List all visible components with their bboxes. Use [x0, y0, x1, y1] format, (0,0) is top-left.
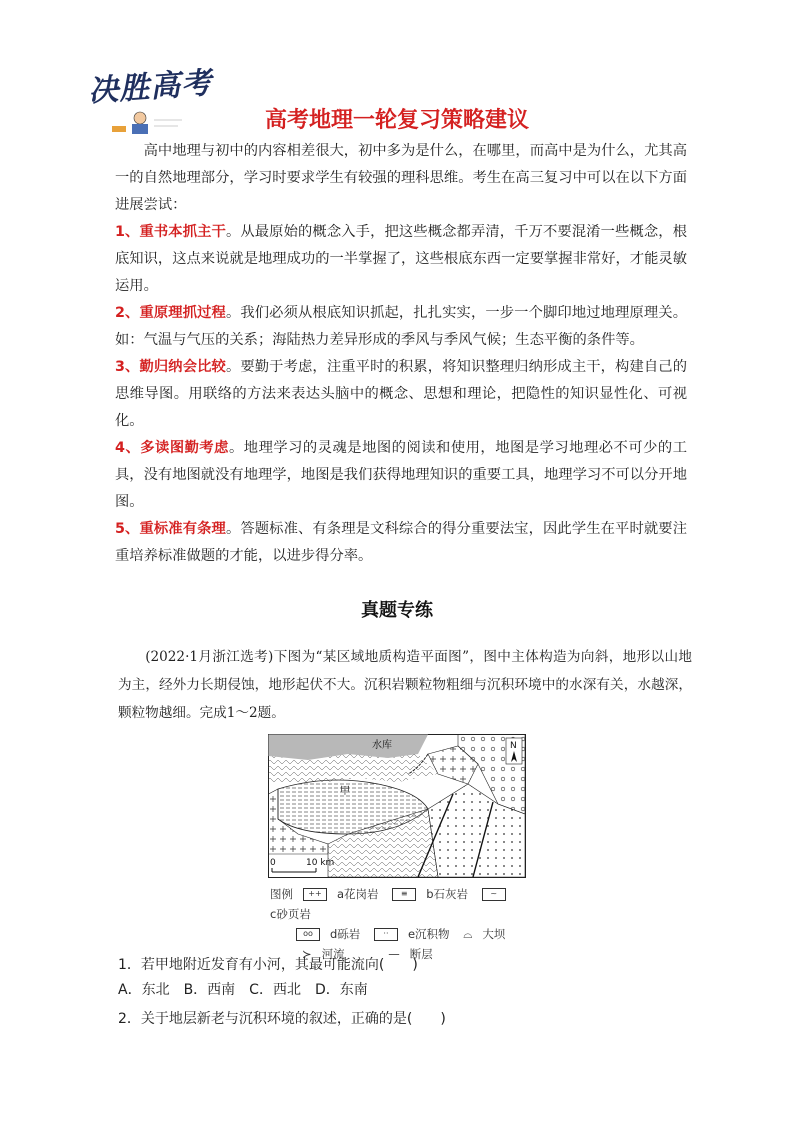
legend-d: d砾岩 — [330, 927, 361, 941]
legend-river: 河流 — [321, 947, 345, 961]
point-4-head: 4、多读图勤考虑 — [115, 440, 229, 456]
scale-10: 10 km — [306, 858, 335, 868]
question-1-options: A．东北 B．西南 C．西北 D．东南 — [118, 982, 368, 998]
geologic-map — [268, 734, 526, 878]
question-2: 2．关于地层新老与沉积环境的叙述，正确的是( ) — [118, 1011, 446, 1027]
north-label: N — [510, 741, 517, 751]
point-5 — [115, 516, 687, 570]
limestone-swatch-icon: ≡ — [392, 888, 416, 901]
reservoir-label: 水库 — [372, 740, 392, 751]
legend-a: a花岗岩 — [337, 887, 379, 901]
point-1 — [115, 219, 687, 300]
page-title: 高考地理一轮复习策略建议 — [264, 108, 529, 133]
section-title: 真题专练 — [361, 600, 433, 621]
question-intro: (2022·1月浙江选考)下图为“某区域地质构造平面图”，图中主体构造为向斜，地形以山地为主，经外力长期侵蚀，地形起伏不大。沉积岩颗粒物粗细与沉积环境中的水深有关，水越深，颗粒物越细。完成1～2题。 — [118, 649, 692, 721]
point-3-head: 3、勤归纳会比较 — [115, 359, 226, 375]
logo-text: 决胜高考 — [87, 65, 214, 110]
granite-swatch-icon: ++ — [303, 888, 327, 901]
legend-c: c砂页岩 — [270, 907, 311, 921]
sediment-swatch-icon: ·· — [374, 928, 398, 941]
legend-e: e沉积物 — [407, 927, 450, 941]
legend-dam: 大坝 — [482, 927, 506, 941]
legend-title: 图例 — [270, 887, 293, 901]
question-1: 1．若甲地附近发育有小河，其最可能流向( ) — [118, 957, 418, 973]
point-1-body: 。从最原始的概念入手，把这些概念都弄清，千万不要混淆一些概念，根底知识，这点来说就是地理成功的一半掌握了，这些根底东西一定要掌握非常好，才能灵敏运用。 — [115, 224, 688, 294]
dam-legend-icon: ⌓ — [463, 927, 473, 941]
river-legend-icon: ≻ — [302, 947, 312, 961]
point-2 — [115, 300, 687, 354]
legend-fault: 断层 — [409, 947, 433, 961]
legend-b: b石灰岩 — [426, 887, 469, 901]
point-5-body: 。答题标准、有条理是文科综合的得分重要法宝，因此学生在平时就要注重培养标准做题的才能，以进步得分率。 — [115, 521, 688, 564]
conglomerate-swatch-icon: oo — [296, 928, 320, 941]
point-1-head: 1、重书本抓主干 — [115, 224, 226, 240]
point-3-body: 。要勤于考虑，注重平时的积累，将知识整理归纳形成主干，构建自己的思维导图。用联络的方法来表达头脑中的概念、思想和理论，把隐性的知识显性化、可视化。 — [115, 359, 688, 429]
point-3 — [115, 354, 687, 435]
point-2-body: 。我们必须从根底知识抓起，扎扎实实，一步一个脚印地过地理原理关。如：气温与气压的关系；海陆热力差异形成的季风与季风气候；生态平衡的条件等。 — [115, 305, 688, 348]
intro-paragraph: 高中地理与初中的内容相差很大，初中多为是什么，在哪里，而高中是为什么，尤其高一的自然地理部分，学习时要求学生有较强的理科思维。考生在高三复习中可以在以下方面进展尝试： — [115, 143, 687, 213]
sandstone-swatch-icon: ~ — [482, 888, 506, 901]
point-4-body: 。地理学习的灵魂是地图的阅读和使用，地图是学习地理必不可少的工具，没有地图就没有地理学，地图是我们获得地理知识的重要工具，地理学习不可以分开地图。 — [115, 440, 687, 510]
point-5-head: 5、重标准有条理 — [115, 521, 226, 537]
jia-label: 甲 — [340, 786, 350, 797]
point-2-head: 2、重原理抓过程 — [115, 305, 226, 321]
fault-legend-icon: — — [388, 947, 400, 961]
point-4 — [115, 435, 687, 516]
scale-0: 0 — [270, 858, 276, 868]
